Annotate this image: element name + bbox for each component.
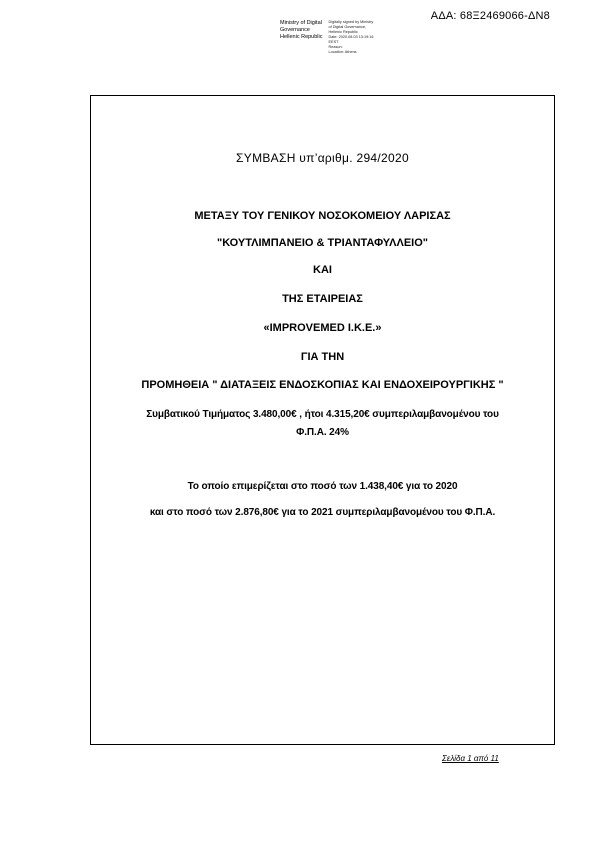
signature-ministry-line: Ministry of Digital <box>280 20 322 26</box>
page-number: Σελίδα 1 από 11 <box>442 754 499 763</box>
signature-detail-line: Location: Athens <box>328 50 357 54</box>
for-line: ΓΙΑ ΤΗΝ <box>300 351 345 363</box>
amount-line-2: Φ.Π.Α. 24% <box>296 427 349 438</box>
ada-code: ΑΔΑ: 68Ξ2469066-ΔΝ8 <box>430 10 550 22</box>
split-line-1: Το οποίο επιμερίζεται στο ποσό των 1.438,40€ για το 2020 <box>187 481 458 492</box>
signature-ministry <box>280 20 323 55</box>
contract-title: ΣΥΜΒΑΣΗ υπ’αριθμ. 294/2020 <box>236 151 409 165</box>
signature-detail-line: Hellenic Republic <box>328 30 358 34</box>
between-line: ΜΕΤΑΞΥ ΤΟΥ ΓΕΝΙΚΟΥ ΝΟΣΟΚΟΜΕΙΟΥ ΛΑΡΙΣΑΣ <box>194 210 451 222</box>
signature-ministry-line: Hellenic Republic <box>280 34 323 40</box>
company-name: «IMPROVEMED Ι.Κ.Ε.» <box>263 322 382 334</box>
signature-detail-line: Date: 2020.08.03 13:19:16 <box>328 35 374 39</box>
signature-detail-line: Digitally signed by Ministry <box>328 20 374 24</box>
document-frame <box>90 95 555 745</box>
hospital-name: "ΚΟΥΤΛΙΜΠΑΝΕΙΟ & ΤΡΙΑΝΤΑΦΥΛΛΕΙΟ" <box>217 237 428 249</box>
amount-line-1: Συμβατικού Τιμήματος 3.480,00€ , ήτοι 4.315,20€ συμπεριλαμβανομένου του <box>146 409 499 420</box>
signature-detail-line: of Digital Governance, <box>328 25 367 29</box>
subject-line: ΠΡΟΜΗΘΕΙΑ " ΔΙΑΤΑΞΕΙΣ ΕΝΔΟΣΚΟΠΙΑΣ ΚΑΙ ΕΝΔΟΧΕΙΡΟΥΡΓΙΚΗΣ " <box>141 379 504 391</box>
company-label: ΤΗΣ ΕΤΑΙΡΕΙΑΣ <box>282 293 363 305</box>
signature-ministry-line: Governance <box>280 27 310 33</box>
signature-detail-line: EEST <box>328 40 339 44</box>
signature-detail-line: Reason: <box>328 45 343 49</box>
and-line: ΚΑΙ <box>313 264 332 276</box>
digital-signature-stamp <box>280 20 373 55</box>
signature-details <box>329 20 374 55</box>
split-line-2: και στο ποσό των 2.876,80€ για το 2021 συμπεριλαμβανομένου του Φ.Π.Α. <box>149 507 496 518</box>
